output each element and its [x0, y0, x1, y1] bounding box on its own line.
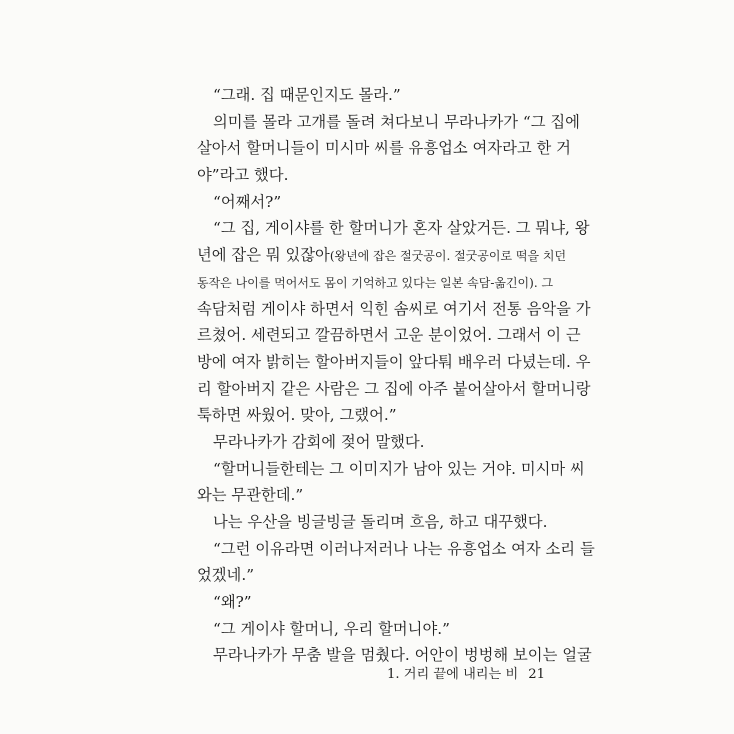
text-line: 무라나카가 감회에 젖어 말했다.	[213, 432, 425, 451]
text-line: 살아서 할머니들이 미시마 씨를 유흥업소 여자라고 한 거	[197, 139, 571, 158]
text-line: “그 게이샤 할머니, 우리 할머니야.”	[213, 619, 450, 638]
text-line: 었겠네.”	[197, 566, 255, 585]
running-footer	[197, 666, 545, 684]
text-line: 의미를 몰라 고개를 돌려 쳐다보니 무라나카가 “그 집에	[213, 112, 580, 131]
text-line: 와는 무관한데.”	[197, 486, 304, 505]
text-line: 나는 우산을 빙글빙글 돌리며 흐음, 하고 대꾸했다.	[213, 513, 548, 531]
text-line: 야”라고 했다.	[197, 166, 289, 185]
text-line: 툭하면 싸웠어. 맞아, 그랬어.”	[197, 406, 397, 425]
text-line: “그래. 집 때문인지도 몰라.”	[213, 86, 401, 104]
text-line: 르쳤어. 세련되고 깔끔하면서 고운 분이었어. 그래서 이 근	[197, 326, 581, 345]
text-line: “할머니들한테는 그 이미지가 남아 있는 거야. 미시마 씨	[213, 459, 585, 478]
text-line: “그 집, 게이샤를 한 할머니가 혼자 살았거든. 그 뭐냐, 왕	[213, 219, 590, 238]
text-line: 속담처럼 게이샤 하면서 익힌 솜씨로 여기서 전통 음악을 가	[197, 299, 591, 318]
text-line: “왜?”	[213, 593, 252, 612]
text-line: “그런 이유라면 이러나저러나 나는 유흥업소 여자 소리 들	[213, 539, 595, 558]
text-line	[197, 242, 567, 269]
chapter-title: 1. 거리 끝에 내리는 비	[386, 667, 519, 682]
text-line: “어째서?”	[213, 192, 282, 211]
body-text	[197, 82, 595, 669]
text-line: 리 할아버지 같은 사람은 그 집에 아주 붙어살아서 할머니랑	[197, 379, 591, 398]
text-line: 무라나카가 무춤 발을 멈췄다. 어안이 벙벙해 보이는 얼굴	[213, 646, 592, 665]
text-line: 방에 여자 밝히는 할아버지들이 앞다퉈 배우러 다녔는데. 우	[197, 352, 591, 371]
text-segment: 년에 잡은 뭐 있잖아	[197, 246, 330, 265]
translator-note-line	[197, 269, 554, 296]
translator-note: 동작은 나이를 먹어서도 몸이 기억하고 있다는 일본 속담-옮긴이). 그	[197, 275, 554, 290]
translator-note: (왕년에 잡은 절굿공이. 절굿공이로 떡을 치던	[329, 249, 567, 264]
page-number: 21	[528, 667, 545, 682]
